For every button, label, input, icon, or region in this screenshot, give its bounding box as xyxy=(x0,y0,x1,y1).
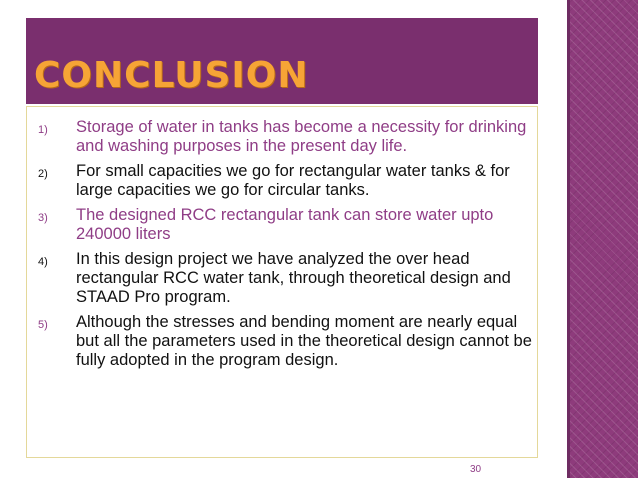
list-item xyxy=(38,206,538,244)
item-number: 1) xyxy=(38,124,48,136)
list-item xyxy=(38,313,538,370)
item-number: 3) xyxy=(38,212,48,224)
list-item xyxy=(38,250,538,307)
page-number: 30 xyxy=(470,464,482,475)
item-text: For small capacities we go for rectangular water tanks & for large capacities we go for circular tanks. xyxy=(76,162,510,199)
item-number: 5) xyxy=(38,319,48,331)
item-text: In this design project we have analyzed the over head rectangular RCC water tank, through theoretical design and STAAD Pro program. xyxy=(76,250,511,306)
item-text: The designed RCC rectangular tank can store water upto 240000 liters xyxy=(76,206,494,243)
list-item xyxy=(38,162,538,200)
decorative-stripe xyxy=(567,0,638,478)
item-number: 4) xyxy=(38,256,48,268)
slide-title: CONCLUSION xyxy=(34,55,309,96)
item-number: 2) xyxy=(38,168,48,180)
conclusion-list xyxy=(38,118,538,376)
item-text: Storage of water in tanks has become a necessity for drinking and washing purposes in the present day life. xyxy=(76,118,527,155)
list-item xyxy=(38,118,538,156)
item-text: Although the stresses and bending moment are nearly equal but all the parameters used in the theoretical design cannot be fully adopted in the program design. xyxy=(76,313,532,369)
